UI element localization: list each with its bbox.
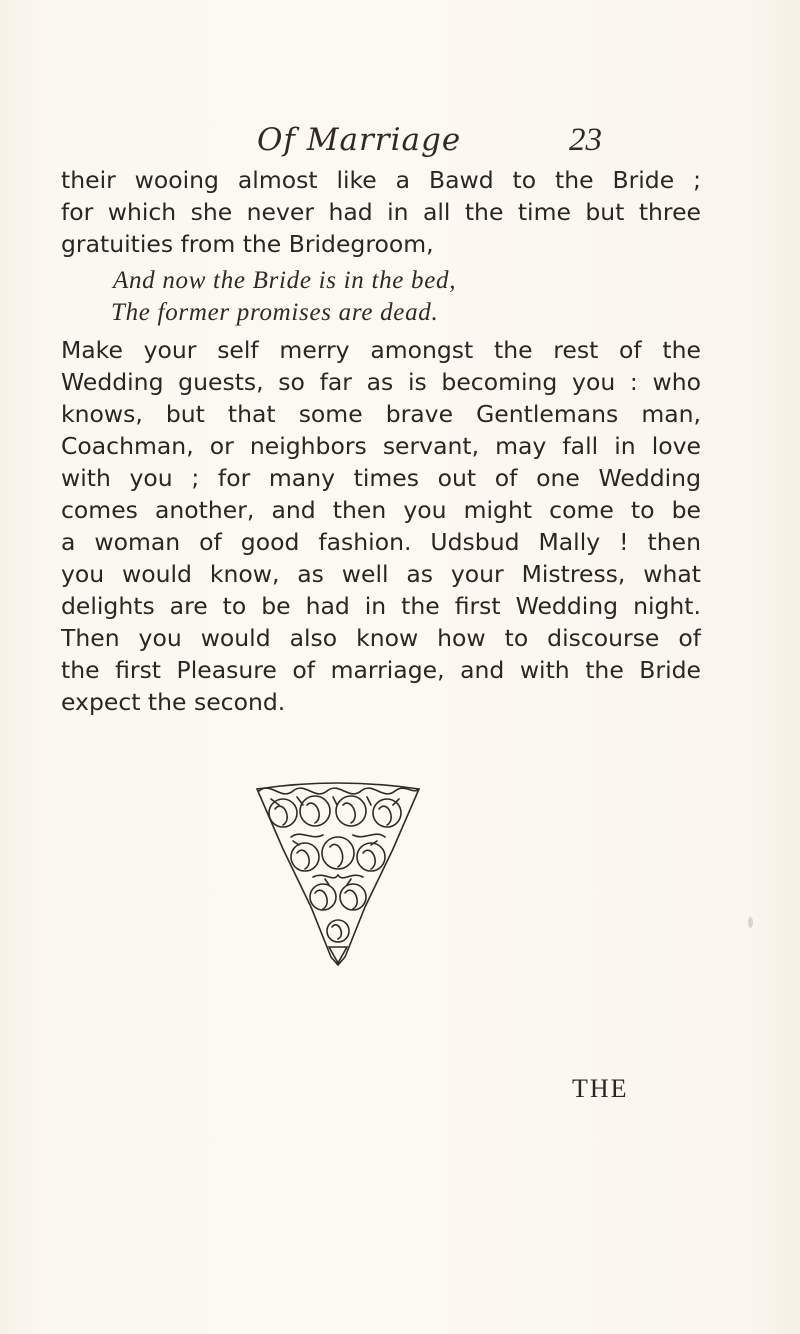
catchword: THE bbox=[572, 1074, 629, 1103]
text-line: for which she never had in all the time but three bbox=[61, 198, 701, 226]
page-number: 23 bbox=[569, 122, 602, 158]
text-line: gratuities from the Bridegroom, bbox=[61, 230, 434, 258]
tailpiece-ornament-icon bbox=[253, 779, 423, 967]
body-text bbox=[61, 164, 701, 718]
verse-line: The former promises are dead. bbox=[111, 299, 439, 326]
text-line: you would know, as well as your Mistress, what bbox=[61, 560, 701, 588]
verse-line: And now the Bride is in the bed, bbox=[113, 267, 457, 294]
text-line: a woman of good fashion. Udsbud Mally ! then bbox=[61, 528, 701, 556]
text-line: knows, but that some brave Gentlemans man, bbox=[61, 400, 701, 428]
text-line: expect the second. bbox=[61, 688, 286, 716]
text-line: delights are to be had in the first Wedding night. bbox=[61, 592, 701, 620]
text-line: Then you would also know how to discourse of bbox=[61, 624, 701, 652]
paper-blemish bbox=[748, 917, 753, 928]
text-line: Wedding guests, so far as is becoming you : who bbox=[61, 368, 701, 396]
running-title: Of Marriage bbox=[257, 122, 462, 158]
text-line: the first Pleasure of marriage, and with the Bride bbox=[61, 656, 701, 684]
text-line: with you ; for many times out of one Wedding bbox=[61, 464, 701, 492]
text-line: Make your self merry amongst the rest of the bbox=[61, 336, 701, 364]
text-line: their wooing almost like a Bawd to the Bride ; bbox=[61, 166, 701, 194]
text-line: comes another, and then you might come to be bbox=[61, 496, 701, 524]
text-line: Coachman, or neighbors servant, may fall in love bbox=[61, 432, 701, 460]
